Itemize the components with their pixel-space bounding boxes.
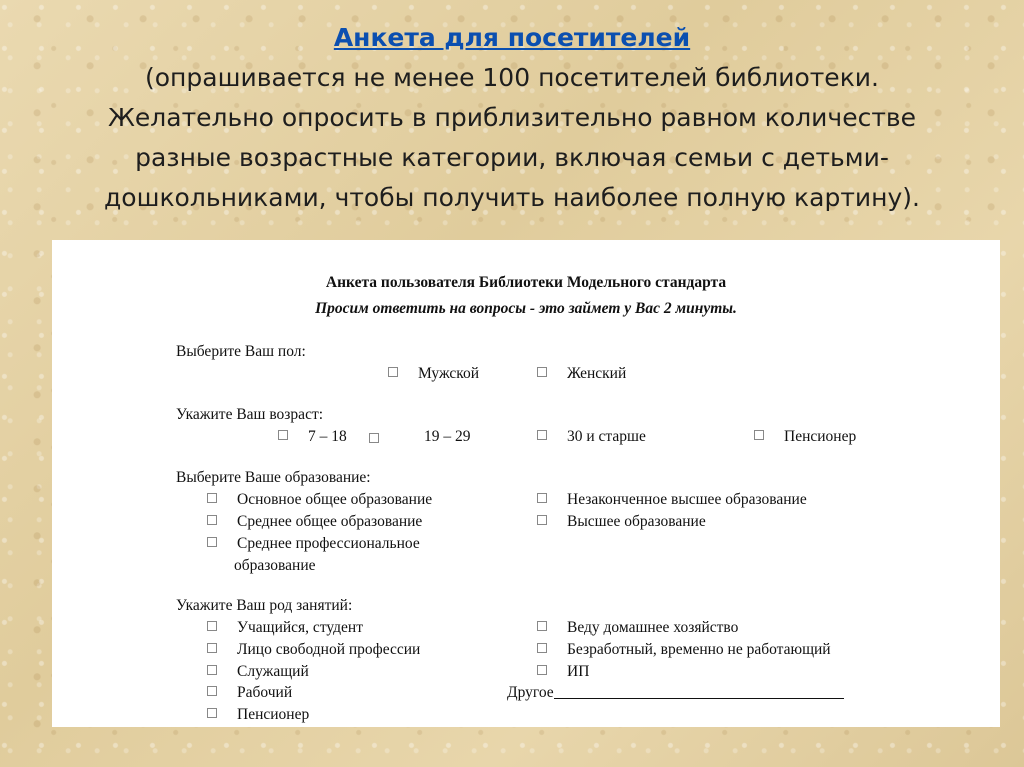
option-label: Незаконченное высшее образование — [567, 491, 807, 508]
checkbox-icon[interactable] — [207, 537, 217, 547]
heading-line-2: Желательно опросить в приблизительно равном количестве — [107, 103, 917, 132]
option-label: Пенсионер — [784, 428, 857, 445]
checkbox-icon[interactable] — [537, 515, 547, 525]
other-label: Другое — [507, 684, 554, 701]
checkbox-icon[interactable] — [207, 621, 217, 631]
checkbox-icon[interactable] — [207, 686, 217, 696]
heading-line-4: дошкольниками, чтобы получить наиболее полную картину). — [104, 183, 920, 212]
education-option-incomplete-higher[interactable] — [537, 491, 807, 509]
option-label: Лицо свободной профессии — [237, 641, 421, 658]
slide-heading — [0, 18, 1024, 218]
education-option-vocational[interactable] — [207, 535, 420, 553]
occupation-option-entrepreneur[interactable] — [537, 663, 589, 681]
occupation-question: Укажите Ваш род занятий: — [176, 597, 353, 614]
occupation-option-student[interactable] — [207, 619, 363, 637]
option-label: 30 и старше — [567, 428, 646, 445]
checkbox-icon[interactable] — [537, 430, 547, 440]
age-option-pensioner[interactable] — [754, 428, 856, 446]
option-label: Основное общее образование — [237, 491, 433, 508]
form-subtitle: Просим ответить на вопросы - это займет у Вас 2 минуты. — [315, 300, 737, 317]
option-label: Пенсионер — [237, 706, 310, 723]
gender-option-male[interactable] — [388, 365, 479, 383]
education-option-secondary[interactable] — [207, 513, 422, 531]
age-option-7-18[interactable] — [278, 428, 347, 446]
option-label: Женский — [567, 365, 627, 382]
education-option-basic[interactable] — [207, 491, 432, 509]
checkbox-icon[interactable] — [537, 367, 547, 377]
heading-line-3: разные возрастные категории, включая семьи с детьми- — [135, 143, 889, 172]
occupation-option-employee[interactable] — [207, 663, 309, 681]
education-question: Выберите Ваше образование: — [176, 469, 371, 486]
checkbox-icon[interactable] — [207, 665, 217, 675]
option-label: Высшее образование — [567, 513, 706, 530]
occupation-option-freelance[interactable] — [207, 641, 420, 659]
checkbox-icon[interactable] — [207, 643, 217, 653]
checkbox-icon[interactable] — [278, 430, 288, 440]
option-label: Рабочий — [237, 684, 293, 701]
option-label: Безработный, временно не работающий — [567, 641, 831, 658]
occupation-other — [507, 684, 844, 702]
checkbox-icon[interactable] — [537, 643, 547, 653]
option-label: Среднее профессиональное — [237, 535, 420, 552]
checkbox-icon[interactable] — [207, 515, 217, 525]
gender-question: Выберите Ваш пол: — [176, 343, 306, 360]
option-label: ИП — [567, 663, 590, 680]
occupation-option-homemaker[interactable] — [537, 619, 738, 637]
option-label: 7 – 18 — [308, 428, 347, 445]
gender-option-female[interactable] — [537, 365, 626, 383]
checkbox-icon[interactable] — [537, 493, 547, 503]
option-label: Среднее общее образование — [237, 513, 423, 530]
other-input-line[interactable] — [554, 684, 844, 699]
checkbox-icon[interactable] — [369, 433, 379, 443]
option-label: Служащий — [237, 663, 309, 680]
checkbox-icon[interactable] — [207, 493, 217, 503]
option-label: Мужской — [418, 365, 480, 382]
option-label: Веду домашнее хозяйство — [567, 619, 739, 636]
education-option-vocational-cont: образование — [234, 557, 316, 574]
questionnaire-document — [52, 240, 1000, 727]
occupation-option-unemployed[interactable] — [537, 641, 831, 659]
checkbox-icon[interactable] — [388, 367, 398, 377]
education-option-higher[interactable] — [537, 513, 706, 531]
option-label: Учащийся, студент — [237, 619, 363, 636]
heading-title-link[interactable]: Анкета для посетителей — [333, 23, 691, 52]
heading-line-1: (опрашивается не менее 100 посетителей библиотеки. — [145, 63, 879, 92]
checkbox-icon[interactable] — [207, 708, 217, 718]
occupation-option-pensioner[interactable] — [207, 706, 309, 724]
age-option-19-29[interactable]: 19 – 29 — [424, 428, 471, 445]
checkbox-icon[interactable] — [537, 621, 547, 631]
checkbox-icon[interactable] — [754, 430, 764, 440]
age-question: Укажите Ваш возраст: — [176, 406, 324, 423]
occupation-option-worker[interactable] — [207, 684, 292, 702]
checkbox-icon[interactable] — [537, 665, 547, 675]
form-title: Анкета пользователя Библиотеки Модельного стандарта — [325, 274, 727, 291]
age-option-30-plus[interactable] — [537, 428, 646, 446]
